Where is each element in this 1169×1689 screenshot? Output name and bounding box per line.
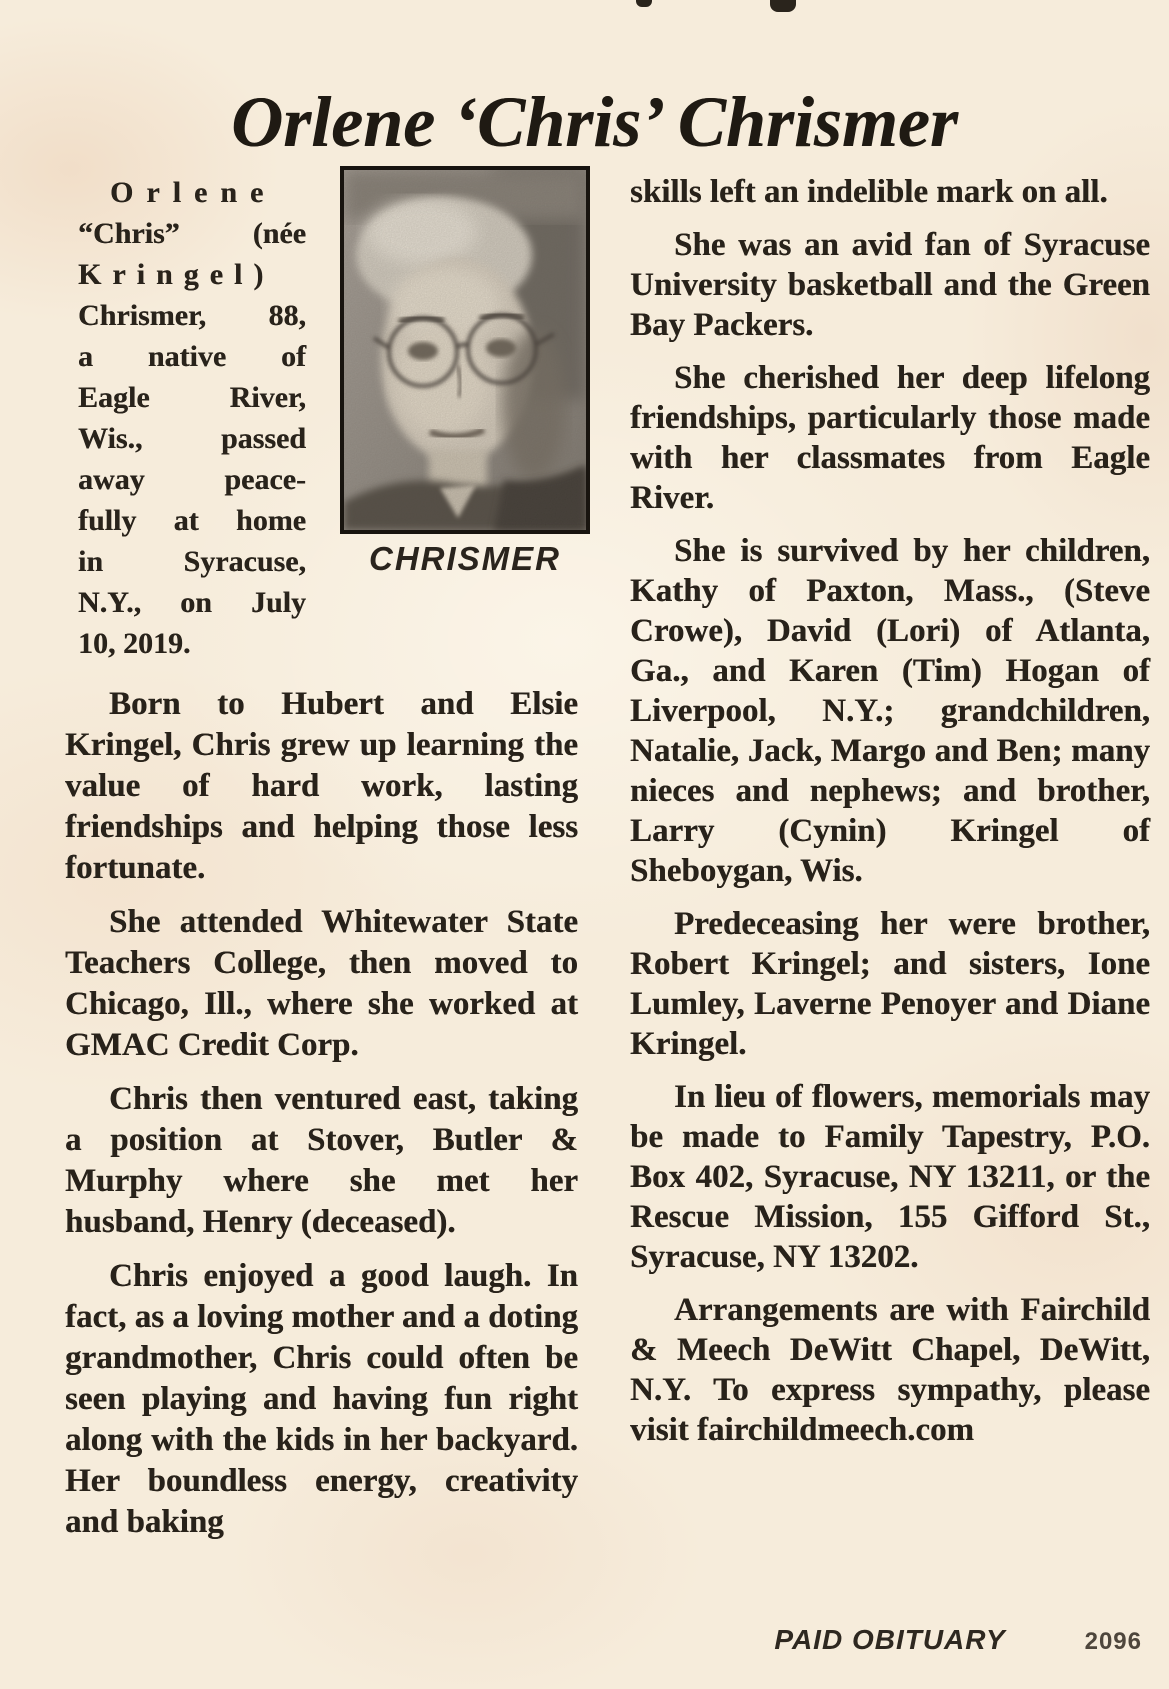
intro-line: fully at home — [78, 504, 306, 537]
portrait-photo — [340, 166, 590, 534]
obituary-title: Orlene ‘Chris’ Chrismer — [231, 82, 958, 163]
paid-obituary-label: PAID OBITUARY — [774, 1624, 1006, 1655]
obituary-paragraph: Arrangements are with Fairchild & Meech DeWitt Chapel, DeWitt, N.Y. To express sympathy, please visit fairchildmeech.com — [630, 1292, 1150, 1448]
obituary-paragraph: skills left an indelible mark on all. — [630, 174, 1108, 210]
intro-line: “Chris” (née — [78, 217, 306, 250]
left-paragraphs — [65, 684, 578, 1543]
right-column — [630, 172, 1150, 1463]
photo-caption: CHRISMER — [368, 540, 561, 577]
intro-line: a native of — [78, 340, 306, 373]
left-column — [65, 172, 578, 1556]
obituary-paragraph: Chris enjoyed a good laugh. In fact, as a loving mother and a doting grandmother, Chris could often be seen playing and having fun right along with the kids in her backyard. Her boundless energy, creativity and baking — [65, 1258, 578, 1540]
obituary-paragraph: She was an avid fan of Syracuse University basketball and the Green Bay Packers. — [630, 227, 1150, 343]
intro-line: N.Y., on July — [78, 586, 306, 619]
obituary-footer — [630, 1624, 1150, 1668]
obituary-paragraph: Chris then ventured east, taking a position at Stover, Butler & Murphy where she met her husband, Henry (deceased). — [65, 1081, 578, 1240]
obituary-paragraph: She is survived by her children, Kathy of Paxton, Mass., (Steve Crowe), David (Lori) of Atlanta, Ga., and Karen (Tim) Hogan of Liverpool, N.Y.; grandchildren, Natalie, Jack, Margo and Ben; many nieces and nephews; and brother, Larry (Cynin) Kringel of Sheboygan, Wis. — [630, 533, 1150, 889]
intro-line: in Syracuse, — [78, 545, 306, 578]
obituary-paragraph: Born to Hubert and Elsie Kringel, Chris grew up learning the value of hard work, lasting friendships and helping those less fortunate. — [65, 686, 578, 886]
right-paragraphs — [630, 172, 1150, 1450]
print-artifact — [770, 0, 796, 12]
intro-line: Chrismer, 88, — [78, 299, 306, 332]
intro-line: 10, 2019. — [78, 627, 191, 660]
intro-line: away peace- — [78, 463, 306, 496]
obituary-number: 2096 — [1084, 1628, 1142, 1655]
obituary-paragraph: She attended Whitewater State Teachers College, then moved to Chicago, Ill., where she worked at GMAC Credit Corp. — [65, 904, 578, 1063]
obituary-paragraph: She cherished her deep lifelong friendships, particularly those made with her classmates from Eagle River. — [630, 360, 1150, 516]
portrait-photo-image — [344, 170, 586, 530]
intro-paragraph — [78, 172, 306, 664]
obituary-paragraph: Predeceasing her were brother, Robert Kringel; and sisters, Ione Lumley, Laverne Penoyer and Diane Kringel. — [630, 906, 1150, 1062]
obituary-paragraph: In lieu of flowers, memorials may be made to Family Tapestry, P.O. Box 402, Syracuse, NY 13211, or the Rescue Mission, 155 Gifford St., Syracuse, NY 13202. — [630, 1079, 1150, 1275]
portrait-figure — [340, 166, 590, 578]
intro-line: Wis., passed — [78, 422, 306, 455]
print-artifact — [636, 0, 652, 7]
intro-line: Kringel) — [78, 258, 275, 291]
intro-line: Eagle River, — [78, 381, 306, 414]
intro-line: Orlene — [110, 176, 277, 209]
intro-with-photo — [65, 172, 578, 664]
